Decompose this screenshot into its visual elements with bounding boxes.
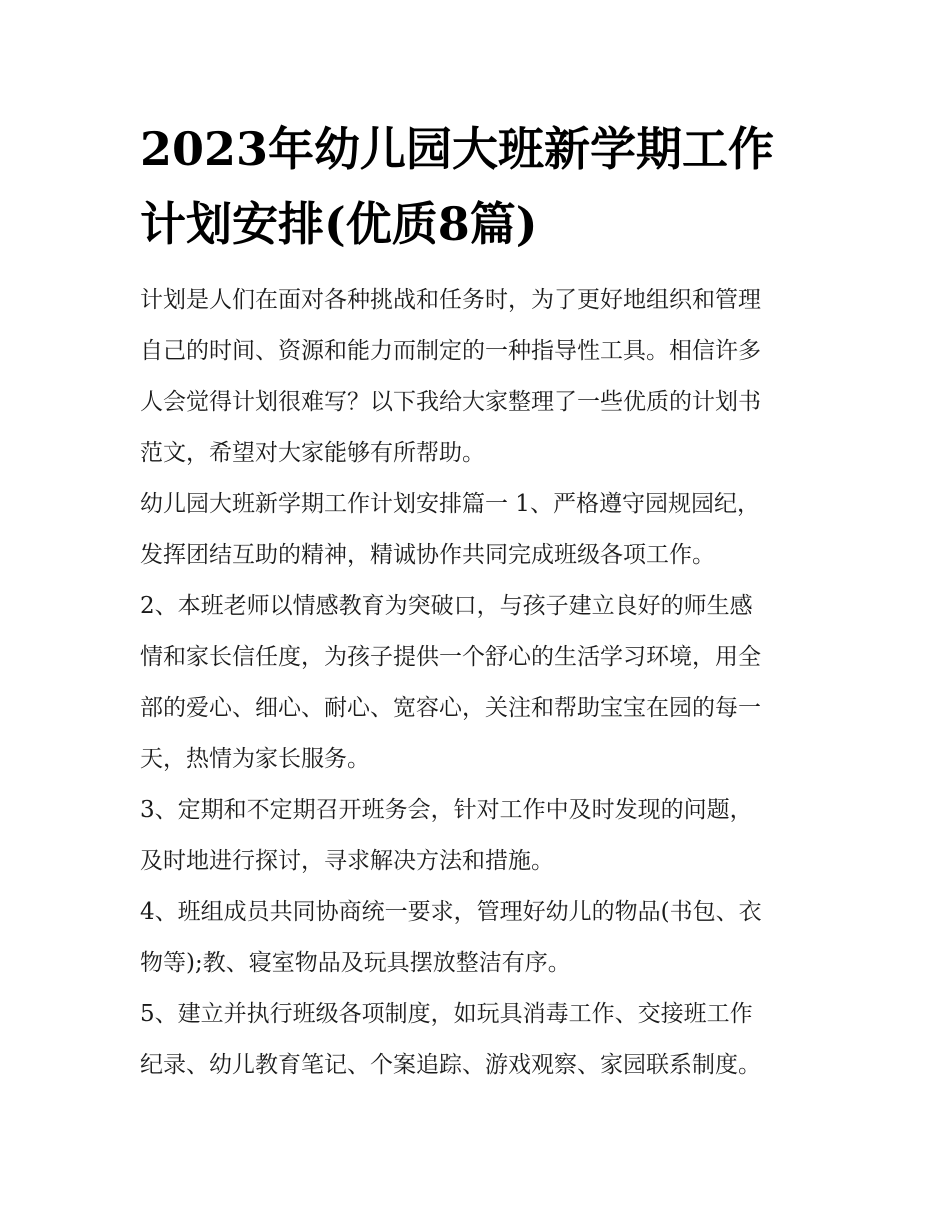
text-line: 2、本班老师以情感教育为突破口，与孩子建立良好的师生感 xyxy=(140,593,753,619)
text-line: 幼儿园大班新学期工作计划安排篇一 1、严格遵守园规园纪， xyxy=(140,491,760,517)
text-line: 部的爱心、细心、耐心、宽容心，关注和帮助宝宝在园的每一 xyxy=(140,695,761,721)
item-1-paragraph xyxy=(140,479,830,581)
item-5-paragraph xyxy=(140,989,830,1091)
document-body xyxy=(140,275,830,1091)
text-line: 天，热情为家长服务。 xyxy=(140,746,370,772)
text-line: 4、班组成员共同协商统一要求，管理好幼儿的物品(书包、衣 xyxy=(140,899,762,925)
text-line: 计划是人们在面对各种挑战和任务时，为了更好地组织和管理 xyxy=(140,287,761,313)
document-title xyxy=(140,112,820,262)
text-line: 情和家长信任度，为孩子提供一个舒心的生活学习环境，用全 xyxy=(140,644,761,670)
text-line: 纪录、幼儿教育笔记、个案追踪、游戏观察、家园联系制度。 xyxy=(140,1052,761,1078)
title-line: 2023年幼儿园大班新学期工作 xyxy=(140,122,775,176)
item-3-paragraph xyxy=(140,785,830,887)
text-line: 物等);教、寝室物品及玩具摆放整洁有序。 xyxy=(140,950,571,976)
text-line: 5、建立并执行班级各项制度，如玩具消毒工作、交接班工作 xyxy=(140,1001,753,1027)
text-line: 及时地进行探讨，寻求解决方法和措施。 xyxy=(140,848,554,874)
item-2-paragraph xyxy=(140,581,830,785)
text-line: 3、定期和不定期召开班务会，针对工作中及时发现的问题， xyxy=(140,797,753,823)
intro-paragraph xyxy=(140,275,830,479)
title-line: 计划安排(优质8篇) xyxy=(140,197,538,251)
text-line: 范文，希望对大家能够有所帮助。 xyxy=(140,440,485,466)
item-4-paragraph xyxy=(140,887,830,989)
text-line: 发挥团结互助的精神，精诚协作共同完成班级各项工作。 xyxy=(140,542,715,568)
text-line: 自己的时间、资源和能力而制定的一种指导性工具。相信许多 xyxy=(140,338,761,364)
text-line: 人会觉得计划很难写？以下我给大家整理了一些优质的计划书 xyxy=(140,389,761,415)
